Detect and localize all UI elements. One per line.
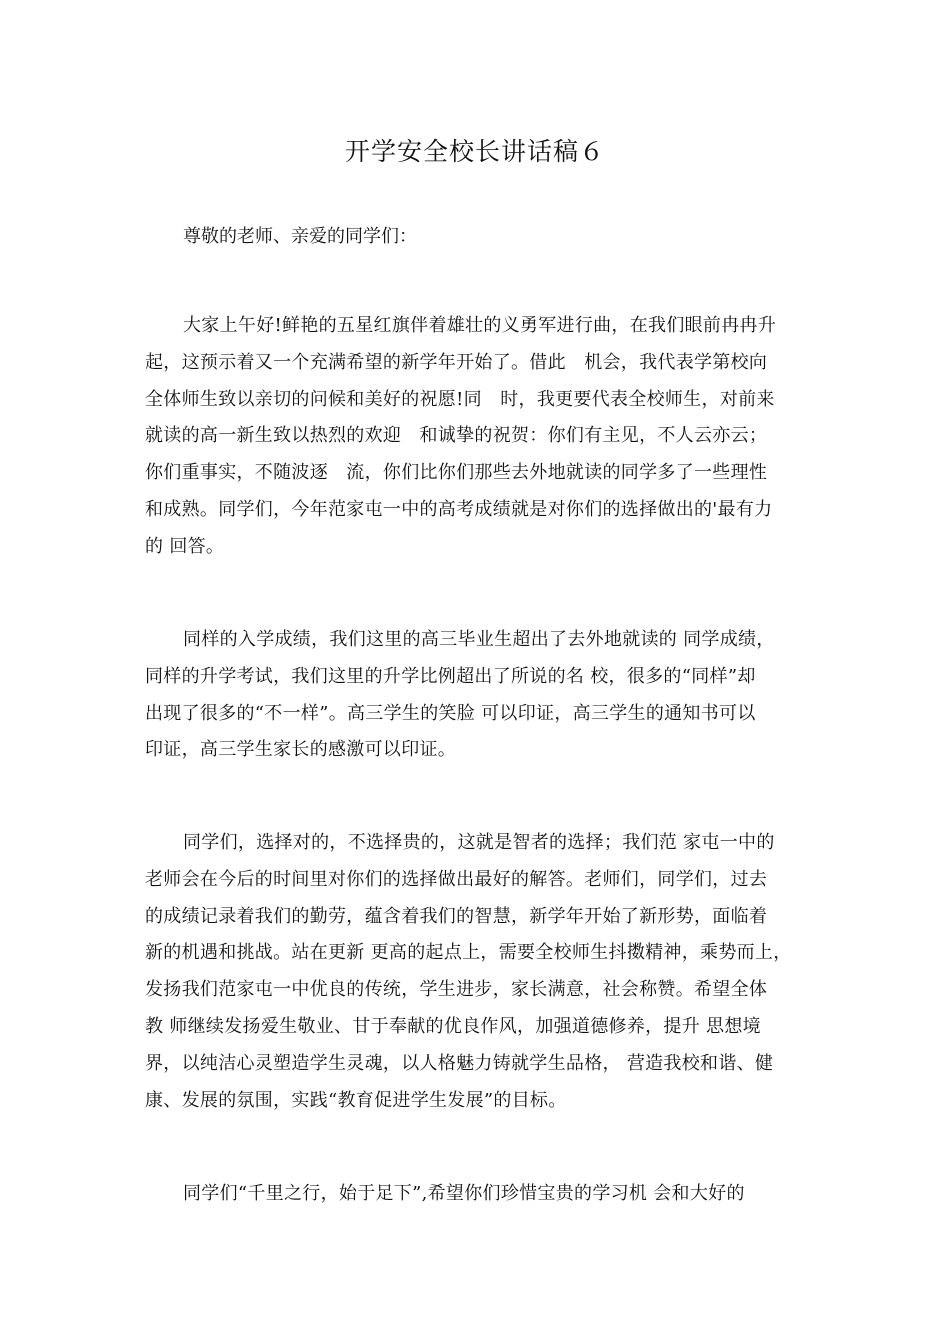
paragraph-line: 同样的入学成绩，我们这里的高三毕业生超出了去外地就读的 同学成绩，	[183, 629, 775, 650]
paragraph-line: 老师会在今后的时间里对你们的选择做出最好的解答。老师们，同学们，过去	[145, 868, 768, 890]
paragraph-line: 就读的高一新生致以热烈的欢迎 和诚挚的祝贺：你们有主见，不人云亦云；	[145, 425, 768, 447]
paragraph-line: 你们重事实，不随波逐 流，你们比你们那些去外地就读的同学多了一些理性	[145, 462, 768, 484]
paragraph-line: 的成绩记录着我们的勤劳，蕴含着我们的智慧，新学年开始了新形势，面临着	[145, 905, 768, 927]
paragraph-line: 印证，高三学生家长的感激可以印证。	[145, 739, 457, 761]
paragraph-line: 康、发展的氛围，实践“教育促进学生发展”的目标。	[145, 1089, 567, 1111]
salutation: 尊敬的老师、亲爱的同学们：	[183, 226, 417, 247]
paragraph-line: 同样的升学考试，我们这里的升学比例超出了所说的名 校，很多的“同样”却	[145, 665, 756, 687]
paragraph-line: 同学们，选择对的，不选择贵的，这就是智者的选择；我们范 家屯一中的	[183, 832, 775, 853]
paragraph-line: 教 师继续发扬爱生敬业、甘于奉献的优良作风，加强道德修养，提升 思想境	[145, 1015, 761, 1037]
paragraph-line: 全体师生致以亲切的问候和美好的祝愿!同 时，我更要代表全校师生，对前来	[145, 388, 775, 410]
paragraph-1	[145, 308, 825, 566]
paragraph-line: 同学们“千里之行，始于足下”,希望你们珍惜宝贵的学习机 会和大好的	[183, 1183, 745, 1204]
paragraph-line: 和成熟。同学们，今年范家屯一中的高考成绩就是对你们的选择做出的'最有力	[145, 498, 773, 520]
paragraph-line: 新的机遇和挑战。站在更新 更高的起点上，需要全校师生抖擞精神，乘势而上，	[145, 942, 792, 964]
paragraph-line: 出现了很多的“不一样”。高三学生的笑脸 可以印证，高三学生的通知书可以	[145, 702, 756, 724]
paragraph-line: 发扬我们范家屯一中优良的传统，学生进步，家长满意，社会称赞。希望全体	[145, 979, 768, 1001]
paragraph-line: 界，以纯洁心灵塑造学生灵魂，以人格魅力铸就学生品格， 营造我校和谐、健	[145, 1052, 774, 1074]
paragraph-line: 大家上午好!鲜艳的五星红旗伴着雄壮的义勇军进行曲，在我们眼前冉冉升	[183, 315, 777, 336]
paragraph-line: 的 回答。	[145, 535, 225, 557]
paragraph-3	[145, 825, 825, 1119]
paragraph-2	[145, 622, 825, 769]
paragraph-line: 起，这预示着又一个充满希望的新学年开始了。借此 机会，我代表学第校向	[145, 351, 768, 373]
paragraph-4	[145, 1176, 825, 1213]
document-title: 开学安全校长讲话稿６	[344, 137, 605, 166]
